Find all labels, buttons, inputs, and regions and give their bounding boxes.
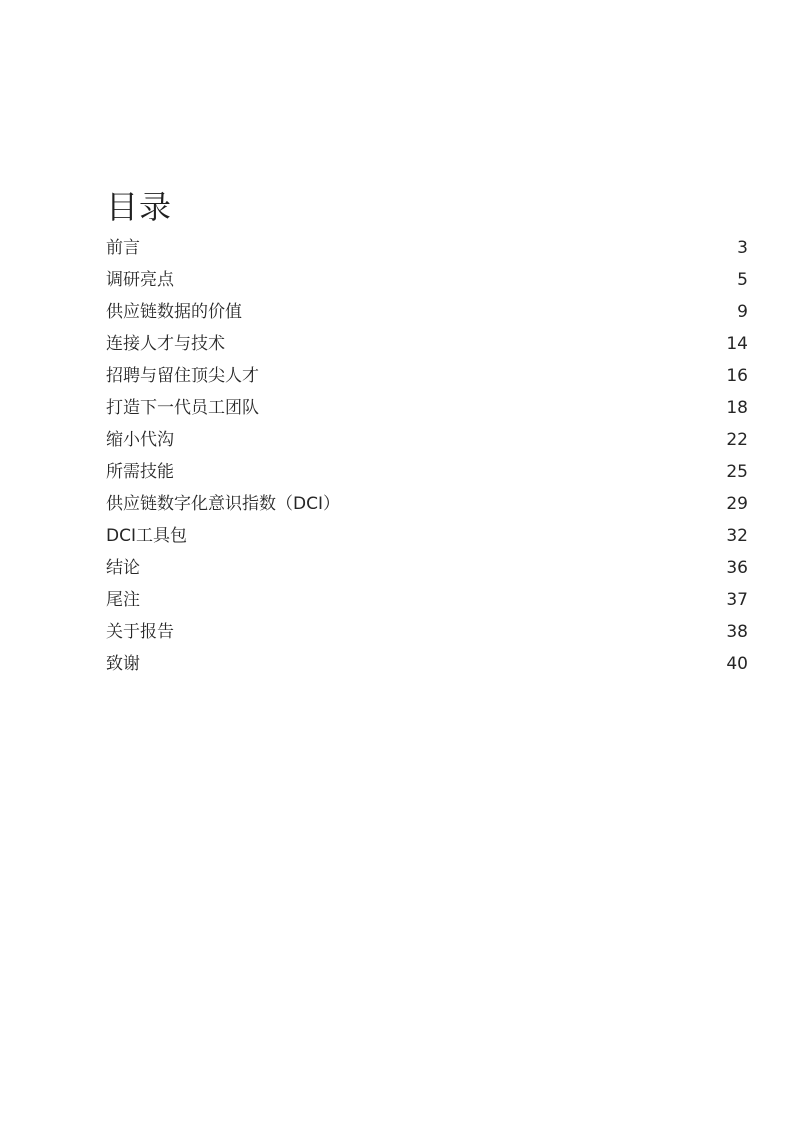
toc-entry-label: 连接人才与技术	[106, 334, 225, 354]
toc-entry-talent-technology[interactable]	[106, 328, 748, 360]
toc-entry-page: 14	[726, 334, 748, 354]
toc-entry-label: DCI工具包	[106, 526, 187, 546]
toc-entry-label: 尾注	[106, 590, 140, 610]
toc-entry-dci-index[interactable]	[106, 488, 748, 520]
toc-entry-page: 16	[726, 366, 748, 386]
toc-entry-acknowledgements[interactable]	[106, 648, 748, 680]
toc-entry-page: 9	[737, 302, 748, 322]
toc-entry-label: 结论	[106, 558, 140, 578]
toc-entry-recruit-retain[interactable]	[106, 360, 748, 392]
toc-entry-label: 调研亮点	[106, 270, 174, 290]
toc-entry-label: 供应链数据的价值	[106, 302, 242, 322]
toc-entry-about-report[interactable]	[106, 616, 748, 648]
toc-entry-conclusion[interactable]	[106, 552, 748, 584]
toc-entry-highlights[interactable]	[106, 264, 748, 296]
toc-entry-skills[interactable]	[106, 456, 748, 488]
toc-entry-page: 25	[726, 462, 748, 482]
toc-entry-label: 所需技能	[106, 462, 174, 482]
toc-entry-foreword[interactable]	[106, 232, 748, 264]
toc-entry-page: 40	[726, 654, 748, 674]
toc-entry-page: 29	[726, 494, 748, 514]
toc-list	[106, 232, 748, 680]
toc-entry-label: 供应链数字化意识指数（DCI）	[106, 494, 340, 514]
toc-entry-page: 3	[737, 238, 748, 258]
toc-entry-page: 18	[726, 398, 748, 418]
toc-entry-page: 38	[726, 622, 748, 642]
toc-entry-generation-gap[interactable]	[106, 424, 748, 456]
toc-entry-label: 关于报告	[106, 622, 174, 642]
toc-entry-dci-toolkit[interactable]	[106, 520, 748, 552]
toc-entry-page: 5	[737, 270, 748, 290]
toc-entry-label: 缩小代沟	[106, 430, 174, 450]
toc-entry-page: 22	[726, 430, 748, 450]
toc-entry-label: 打造下一代员工团队	[106, 398, 259, 418]
toc-entry-next-gen-workforce[interactable]	[106, 392, 748, 424]
toc-entry-label: 招聘与留住顶尖人才	[106, 366, 259, 386]
toc-entry-label: 致谢	[106, 654, 140, 674]
toc-entry-data-value[interactable]	[106, 296, 748, 328]
toc-entry-page: 32	[726, 526, 748, 546]
toc-title: 目录	[106, 188, 173, 227]
toc-entry-page: 37	[726, 590, 748, 610]
toc-entry-endnotes[interactable]	[106, 584, 748, 616]
toc-entry-label: 前言	[106, 238, 140, 258]
toc-entry-page: 36	[726, 558, 748, 578]
